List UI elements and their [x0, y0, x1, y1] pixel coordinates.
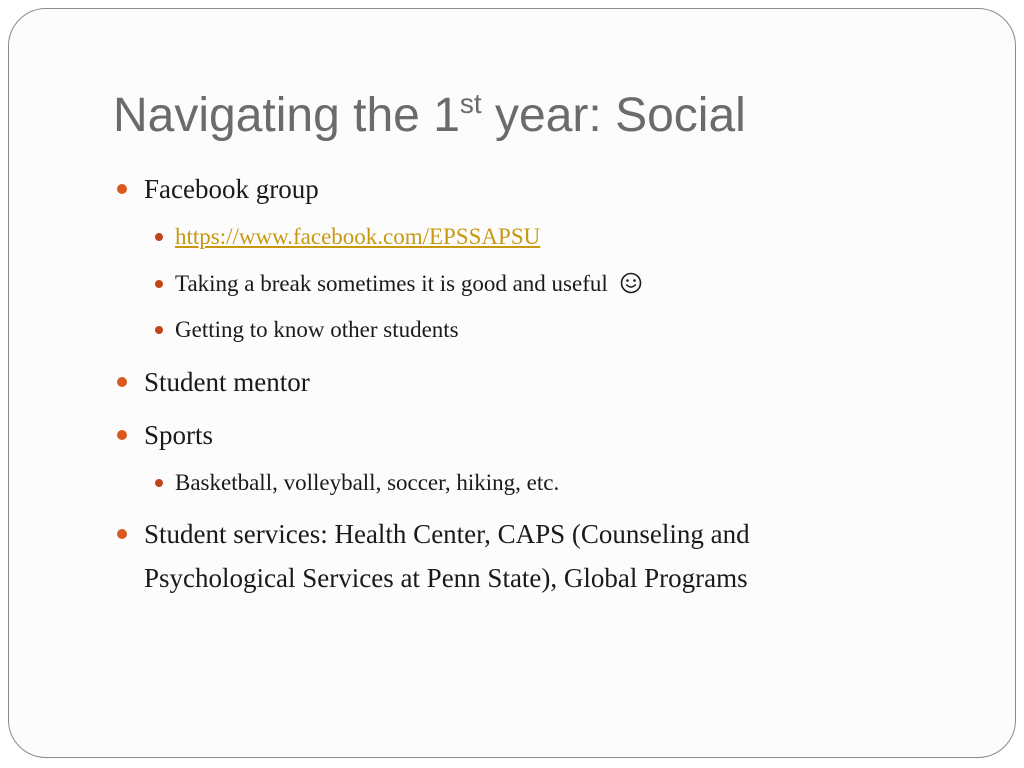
sub-bullet-dot-icon — [155, 280, 163, 288]
slide-title-rest: year: Social — [481, 89, 746, 142]
bullet-sports — [144, 413, 213, 457]
bullet-getting-to-know — [175, 315, 459, 345]
bullet-text: Taking a break sometimes it is good and useful — [175, 271, 608, 296]
smiley-face-icon — [620, 272, 642, 294]
bullet-text: Student mentor — [144, 367, 310, 397]
bullet-facebook-group — [144, 167, 319, 211]
bullet-dot-icon — [117, 529, 127, 539]
bullet-facebook-link — [175, 222, 540, 252]
slide-title-superscript: st — [459, 88, 482, 119]
sub-bullet-dot-icon — [155, 326, 163, 334]
bullet-list — [113, 0, 913, 768]
bullet-text: Basketball, volleyball, soccer, hiking, etc. — [175, 470, 560, 495]
bullet-text: Sports — [144, 420, 214, 450]
bullet-dot-icon — [117, 184, 127, 194]
sub-bullet-dot-icon — [155, 233, 163, 241]
bullet-text-line-1: Student services: Health Center, CAPS (Counseling and — [144, 519, 750, 549]
bullet-dot-icon — [117, 377, 127, 387]
bullet-text: Getting to know other students — [175, 317, 459, 342]
bullet-student-mentor — [144, 360, 310, 404]
slide-title-main: Navigating the 1 — [113, 89, 460, 142]
bullet-dot-icon — [117, 430, 127, 440]
bullet-text-line-2: Psychological Services at Penn State), Global Programs — [144, 563, 748, 593]
bullet-sports-list — [175, 468, 559, 498]
bullet-taking-break — [175, 269, 642, 299]
sub-bullet-dot-icon — [155, 479, 163, 487]
bullet-student-services — [144, 512, 750, 600]
facebook-link[interactable]: https://www.facebook.com/EPSSAPSU — [175, 224, 541, 249]
bullet-text: Facebook group — [144, 174, 319, 204]
